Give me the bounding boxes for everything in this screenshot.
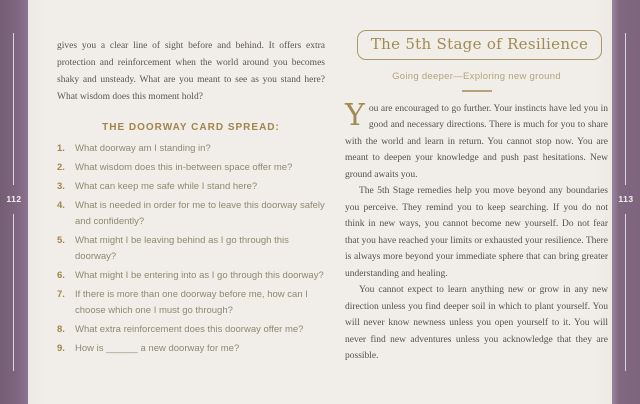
right-edge-rule-top	[625, 33, 626, 185]
chapter-subtitle: Going deeper—Exploring new ground	[392, 71, 561, 82]
spread-question-1	[57, 141, 325, 157]
left-page-edge	[0, 0, 28, 404]
question-text: What wisdom does this in-between space offer me?	[75, 162, 293, 173]
question-number: 9.	[57, 343, 65, 354]
question-text: What doorway am I standing in?	[75, 143, 211, 154]
left-page-number: 112	[6, 194, 22, 204]
right-edge-rule-bottom	[625, 214, 626, 371]
question-number: 4.	[57, 200, 65, 211]
question-text: What can keep me safe while I stand here?	[75, 181, 258, 192]
card-spread-heading: THE DOORWAY CARD SPREAD:	[102, 122, 280, 133]
question-number: 6.	[57, 270, 65, 281]
right-page-edge	[612, 0, 640, 404]
question-number: 5.	[57, 235, 65, 246]
subtitle-divider-rule	[462, 90, 492, 92]
chapter-title-frame	[357, 30, 602, 60]
question-text: What might I be leaving behind as I go through this doorway?	[75, 235, 289, 262]
question-text: If there is more than one doorway before me, how can I choose which one I must go through?	[75, 289, 308, 316]
question-text: What extra reinforcement does this doorway offer me?	[75, 324, 304, 335]
spread-question-5	[57, 233, 325, 265]
right-page-paragraph-1	[345, 97, 608, 184]
question-number: 3.	[57, 181, 65, 192]
question-text: What is needed in order for me to leave this doorway safely and confidently?	[75, 200, 325, 227]
question-number: 2.	[57, 162, 65, 173]
spread-question-2	[57, 160, 325, 176]
spread-question-8	[57, 322, 325, 338]
question-number: 8.	[57, 324, 65, 335]
spread-question-4	[57, 198, 325, 230]
question-text: What might I be entering into as I go through this doorway?	[75, 270, 324, 281]
right-page-paragraph-2: The 5th Stage remedies help you move beyond any boundaries you perceive. They remind you to keep searching. If you do not think in new ways, you cannot become new yourself. Do not fear that you have reached your limits or exhausted your resilience. There is always more beyond your immediate sphere that can bring greater understanding and healing.	[345, 186, 608, 279]
spread-question-9	[57, 341, 325, 357]
spread-question-3	[57, 179, 325, 195]
chapter-title: The 5th Stage of Resilience	[370, 35, 589, 53]
question-number: 7.	[57, 289, 65, 300]
drop-cap: Y	[345, 97, 365, 133]
right-page-paragraph-3: You cannot expect to learn anything new or grow in any new direction unless you find deeper soil in which to plant yourself. You will never know newness unless you open yourself to it. You will never find new adventures unless you acknowledge that they are possible.	[345, 285, 608, 361]
spread-question-6	[57, 268, 325, 284]
left-edge-rule-top	[13, 33, 14, 185]
left-page-paragraph: gives you a clear line of sight before and behind. It offers extra protection and reinforcement when the world around you becomes shaky and unsteady. What are you meant to see as you stand here? What wisdom does this moment hold?	[57, 41, 325, 102]
card-spread-question-list	[57, 141, 325, 357]
question-number: 1.	[57, 143, 65, 154]
right-page	[345, 0, 608, 365]
paragraph-text: ou are encouraged to go further. Your instincts have led you in good and necessary directions. There is much for you to share with the world and learn in return. You cannot stop now. You are meant to deepen your knowledge and push past hesitations. New ground awaits you.	[345, 103, 608, 180]
question-text: How is ______ a new doorway for me?	[75, 343, 240, 354]
right-page-number: 113	[618, 194, 634, 204]
spread-question-7	[57, 287, 325, 319]
left-edge-rule-bottom	[13, 214, 14, 371]
left-page	[57, 38, 325, 360]
